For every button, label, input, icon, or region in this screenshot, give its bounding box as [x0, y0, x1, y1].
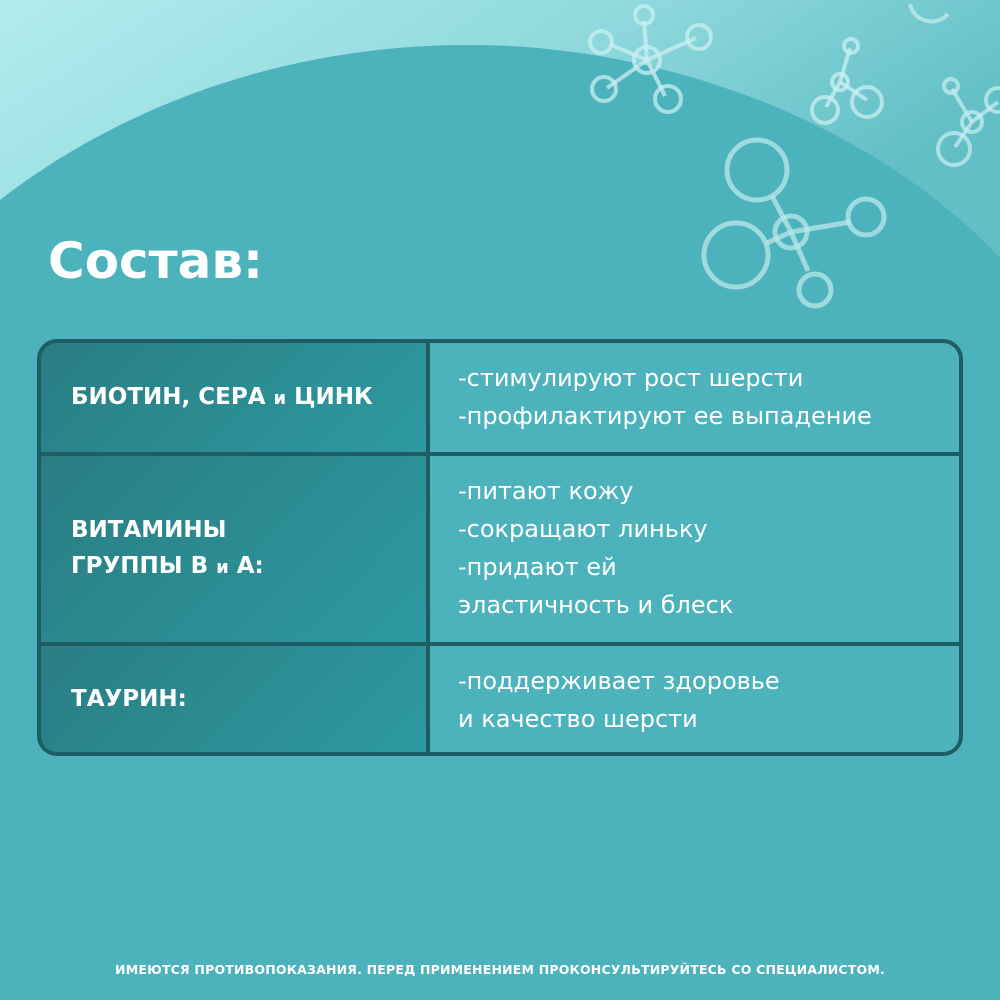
benefit-cell	[430, 456, 959, 642]
benefit-cell	[430, 343, 959, 452]
benefit-line: -профилактируют ее выпадение	[458, 402, 872, 430]
benefit-cell	[430, 646, 959, 752]
benefit-line: -придают ей	[458, 553, 617, 581]
page-title: Состав:	[48, 232, 264, 290]
ingredient-label: ВИТАМИНЫ	[71, 517, 227, 543]
benefit-line: и качество шерсти	[458, 705, 698, 733]
ingredient-label: ГРУППЫ В и А:	[71, 553, 264, 579]
benefit-line: эластичность и блеск	[458, 591, 734, 619]
ingredient-cell	[41, 456, 426, 642]
ingredient-cell	[41, 343, 426, 452]
benefit-line: -питают кожу	[458, 477, 634, 505]
benefit-line: -стимулируют рост шерсти	[458, 364, 804, 392]
ingredient-label: БИОТИН, СЕРА и ЦИНК	[71, 383, 373, 410]
composition-table	[37, 339, 963, 756]
ingredient-label: ТАУРИН:	[71, 686, 187, 712]
benefit-line: -поддерживает здоровье	[458, 667, 780, 695]
benefit-line: -сокращают линьку	[458, 515, 708, 543]
ingredient-cell	[41, 646, 426, 752]
disclaimer-text: ИМЕЮТСЯ ПРОТИВОПОКАЗАНИЯ. ПЕРЕД ПРИМЕНЕНИЕМ ПРОКОНСУЛЬТИРУЙТЕСЬ СО СПЕЦИАЛИСТОМ.	[115, 962, 885, 977]
